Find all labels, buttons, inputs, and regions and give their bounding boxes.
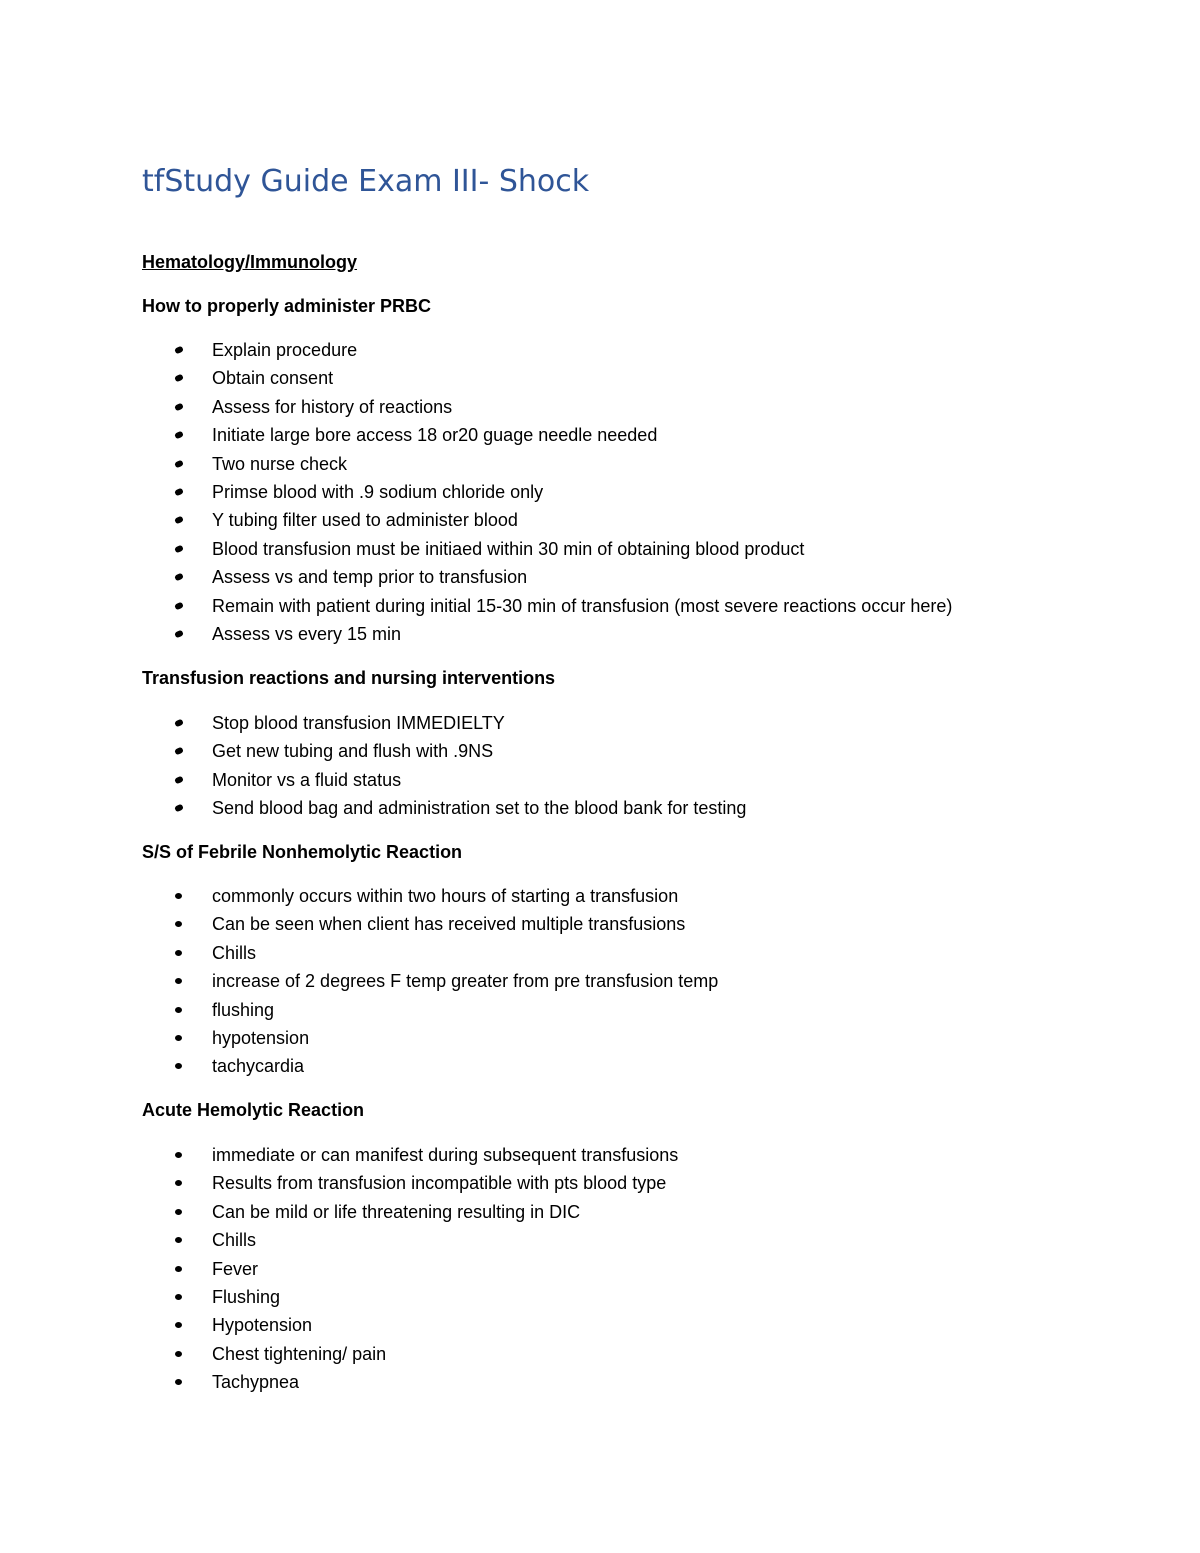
bullet-icon [174,601,184,610]
bullet-icon [174,804,184,813]
bullet-icon [175,1063,182,1069]
bullet-icon [175,1152,182,1158]
list-item: commonly occurs within two hours of starting a transfusion [142,882,718,910]
list-item: Fever [142,1255,678,1283]
list-item: hypotension [142,1024,718,1052]
bullet-list [142,882,718,1081]
list-item: increase of 2 degrees F temp greater from pre transfusion temp [142,967,718,995]
bullet-icon [174,573,184,582]
subsection-heading: Acute Hemolytic Reaction [142,1100,365,1120]
bullet-list [142,336,952,648]
bullet-icon [175,1007,182,1013]
list-item: Assess for history of reactions [142,393,952,421]
list-item: Initiate large bore access 18 or20 guage needle needed [142,421,952,449]
bullet-icon [175,1379,182,1385]
list-item: Assess vs and temp prior to transfusion [142,563,952,591]
document-title: tfStudy Guide Exam III- Shock [142,164,590,199]
bullet-icon [175,1266,182,1272]
subsection-heading: How to properly administer PRBC [142,296,432,316]
list-item: Hypotension [142,1311,678,1339]
bullet-icon [174,402,184,411]
list-item: Remain with patient during initial 15-30 min of transfusion (most severe reactions occur here) [142,592,952,620]
bullet-icon [174,775,184,784]
list-item: Two nurse check [142,450,952,478]
list-item: Get new tubing and flush with .9NS [142,737,746,765]
bullet-icon [174,488,184,497]
list-item: Blood transfusion must be initiaed within 30 min of obtaining blood product [142,535,952,563]
list-item: Results from transfusion incompatible with pts blood type [142,1169,678,1197]
list-item: Stop blood transfusion IMMEDIELTY [142,709,746,737]
list-item: Flushing [142,1283,678,1311]
bullet-icon [174,346,184,355]
list-item: Tachypnea [142,1368,678,1396]
bullet-icon [175,978,182,984]
subsection-heading: Transfusion reactions and nursing interventions [142,668,556,688]
bullet-icon [175,893,182,899]
list-item: Assess vs every 15 min [142,620,952,648]
list-item: Send blood bag and administration set to the blood bank for testing [142,794,746,822]
bullet-icon [175,1237,182,1243]
list-item: Obtain consent [142,364,952,392]
list-item: Can be seen when client has received multiple transfusions [142,910,718,938]
list-item: Monitor vs a fluid status [142,766,746,794]
bullet-icon [175,1035,182,1041]
bullet-icon [175,1351,182,1357]
subsection-heading: S/S of Febrile Nonhemolytic Reaction [142,842,463,862]
bullet-icon [175,1322,182,1328]
bullet-icon [174,516,184,525]
bullet-icon [174,431,184,440]
bullet-icon [174,719,184,728]
bullet-icon [175,1180,182,1186]
bullet-icon [175,921,182,927]
bullet-icon [174,544,184,553]
list-item: Chills [142,1226,678,1254]
list-item: immediate or can manifest during subsequent transfusions [142,1141,678,1169]
section-heading: Hematology/Immunology [142,252,358,272]
bullet-icon [175,1209,182,1215]
bullet-icon [175,950,182,956]
bullet-list [142,1141,678,1397]
list-item: flushing [142,996,718,1024]
list-item: Chills [142,939,718,967]
list-item: Chest tightening/ pain [142,1340,678,1368]
bullet-icon [174,747,184,756]
bullet-icon [174,629,184,638]
list-item: Primse blood with .9 sodium chloride only [142,478,952,506]
bullet-icon [175,1294,182,1300]
list-item: Can be mild or life threatening resulting in DIC [142,1198,678,1226]
list-item: Y tubing filter used to administer blood [142,506,952,534]
bullet-icon [174,459,184,468]
list-item: tachycardia [142,1052,718,1080]
list-item: Explain procedure [142,336,952,364]
bullet-icon [174,374,184,383]
bullet-list [142,709,746,823]
